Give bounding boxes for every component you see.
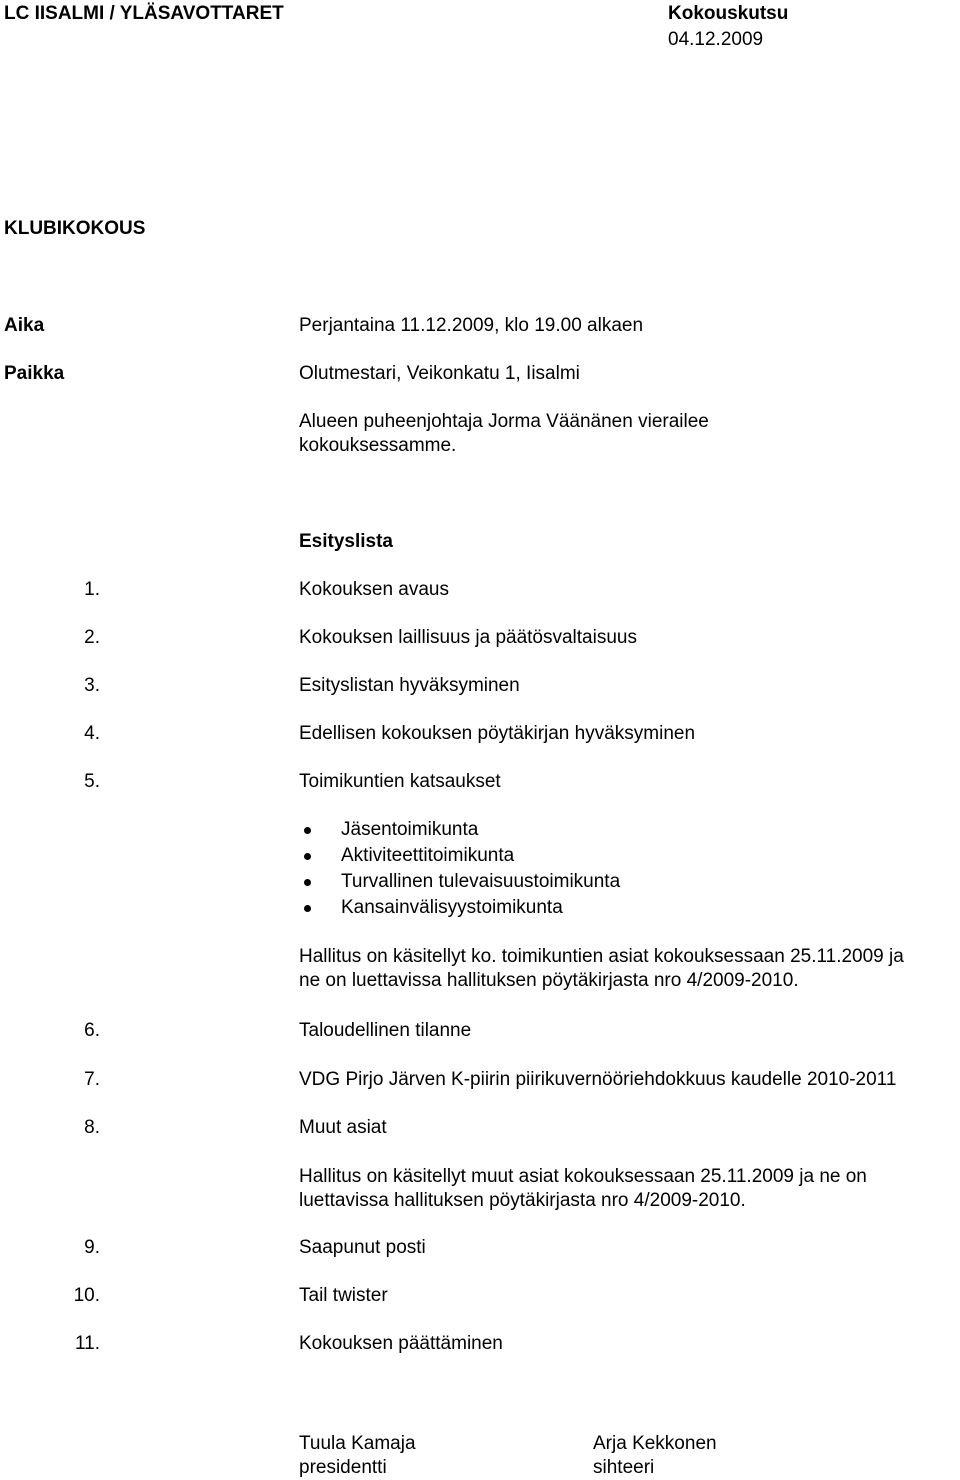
signer-name: Arja Kekkonen [593, 1433, 717, 1454]
agenda-item-text: Tail twister [299, 1285, 388, 1306]
signer-role: presidentti [299, 1457, 387, 1478]
agenda-item-number: 8. [84, 1117, 100, 1138]
agenda-item-text: Kokouksen avaus [299, 579, 449, 600]
agenda-item-text: Edellisen kokouksen pöytäkirjan hyväksyminen [299, 723, 696, 744]
place-value: Olutmestari, Veikonkatu 1, Iisalmi [299, 363, 580, 384]
agenda-item-number: 9. [84, 1237, 100, 1258]
agenda-item-number: 2. [84, 627, 100, 648]
agenda-item-number: 6. [84, 1020, 100, 1041]
agenda-item-text: VDG Pirjo Järven K-piirin piirikuvernööriehdokkuus kaudelle 2010-2011 [299, 1069, 897, 1090]
signer-role: sihteeri [593, 1457, 655, 1478]
committee-name: Turvallinen tulevaisuustoimikunta [341, 871, 621, 892]
item8-note-line2: luettavissa hallituksen pöytäkirjasta nro 4/2009-2010. [299, 1190, 746, 1211]
agenda-item-number: 7. [84, 1069, 100, 1090]
time-label: Aika [4, 315, 45, 336]
agenda-item-text: Taloudellinen tilanne [299, 1020, 472, 1041]
place-label: Paikka [4, 363, 65, 384]
agenda-item-text: Kokouksen laillisuus ja päätösvaltaisuus [299, 627, 637, 648]
bullet-icon [304, 905, 311, 912]
agenda-item-text: Saapunut posti [299, 1237, 426, 1258]
agenda-heading: Esityslista [299, 531, 393, 552]
bullet-icon [304, 879, 311, 886]
agenda-item-text: Esityslistan hyväksyminen [299, 675, 520, 696]
visit-note-line1: Alueen puheenjohtaja Jorma Väänänen vierailee [299, 411, 709, 432]
agenda-item-number: 1. [84, 579, 100, 600]
agenda-item-number: 11. [74, 1333, 100, 1354]
agenda-item-number: 4. [84, 723, 100, 744]
document-date: 04.12.2009 [668, 29, 764, 50]
bullet-icon [304, 827, 311, 834]
item5-note-line2: ne on luettavissa hallituksen pöytäkirjasta nro 4/2009-2010. [299, 970, 799, 991]
committee-name: Kansainvälisyystoimikunta [341, 897, 563, 918]
agenda-item-text: Toimikuntien katsaukset [299, 771, 501, 792]
agenda-item-text: Kokouksen päättäminen [299, 1333, 503, 1354]
agenda-item-number: 3. [84, 675, 100, 696]
bullet-icon [304, 853, 311, 860]
committee-name: Jäsentoimikunta [341, 819, 479, 840]
item8-note-line1: Hallitus on käsitellyt muut asiat kokouksessaan 25.11.2009 ja ne on [299, 1166, 867, 1187]
signer-name: Tuula Kamaja [299, 1433, 416, 1454]
agenda-item-number: 10. [73, 1285, 100, 1306]
item5-note-line1: Hallitus on käsitellyt ko. toimikuntien asiat kokouksessaan 25.11.2009 ja [299, 946, 904, 967]
organization-name: LC IISALMI / YLÄSAVOTTARET [4, 3, 284, 24]
page-title: KLUBIKOKOUS [4, 218, 146, 239]
agenda-item-number: 5. [84, 771, 100, 792]
agenda-item-text: Muut asiat [299, 1117, 387, 1138]
document-type: Kokouskutsu [668, 3, 789, 24]
time-value: Perjantaina 11.12.2009, klo 19.00 alkaen [299, 315, 644, 336]
visit-note-line2: kokouksessamme. [299, 435, 457, 456]
committee-name: Aktiviteettitoimikunta [341, 845, 515, 866]
